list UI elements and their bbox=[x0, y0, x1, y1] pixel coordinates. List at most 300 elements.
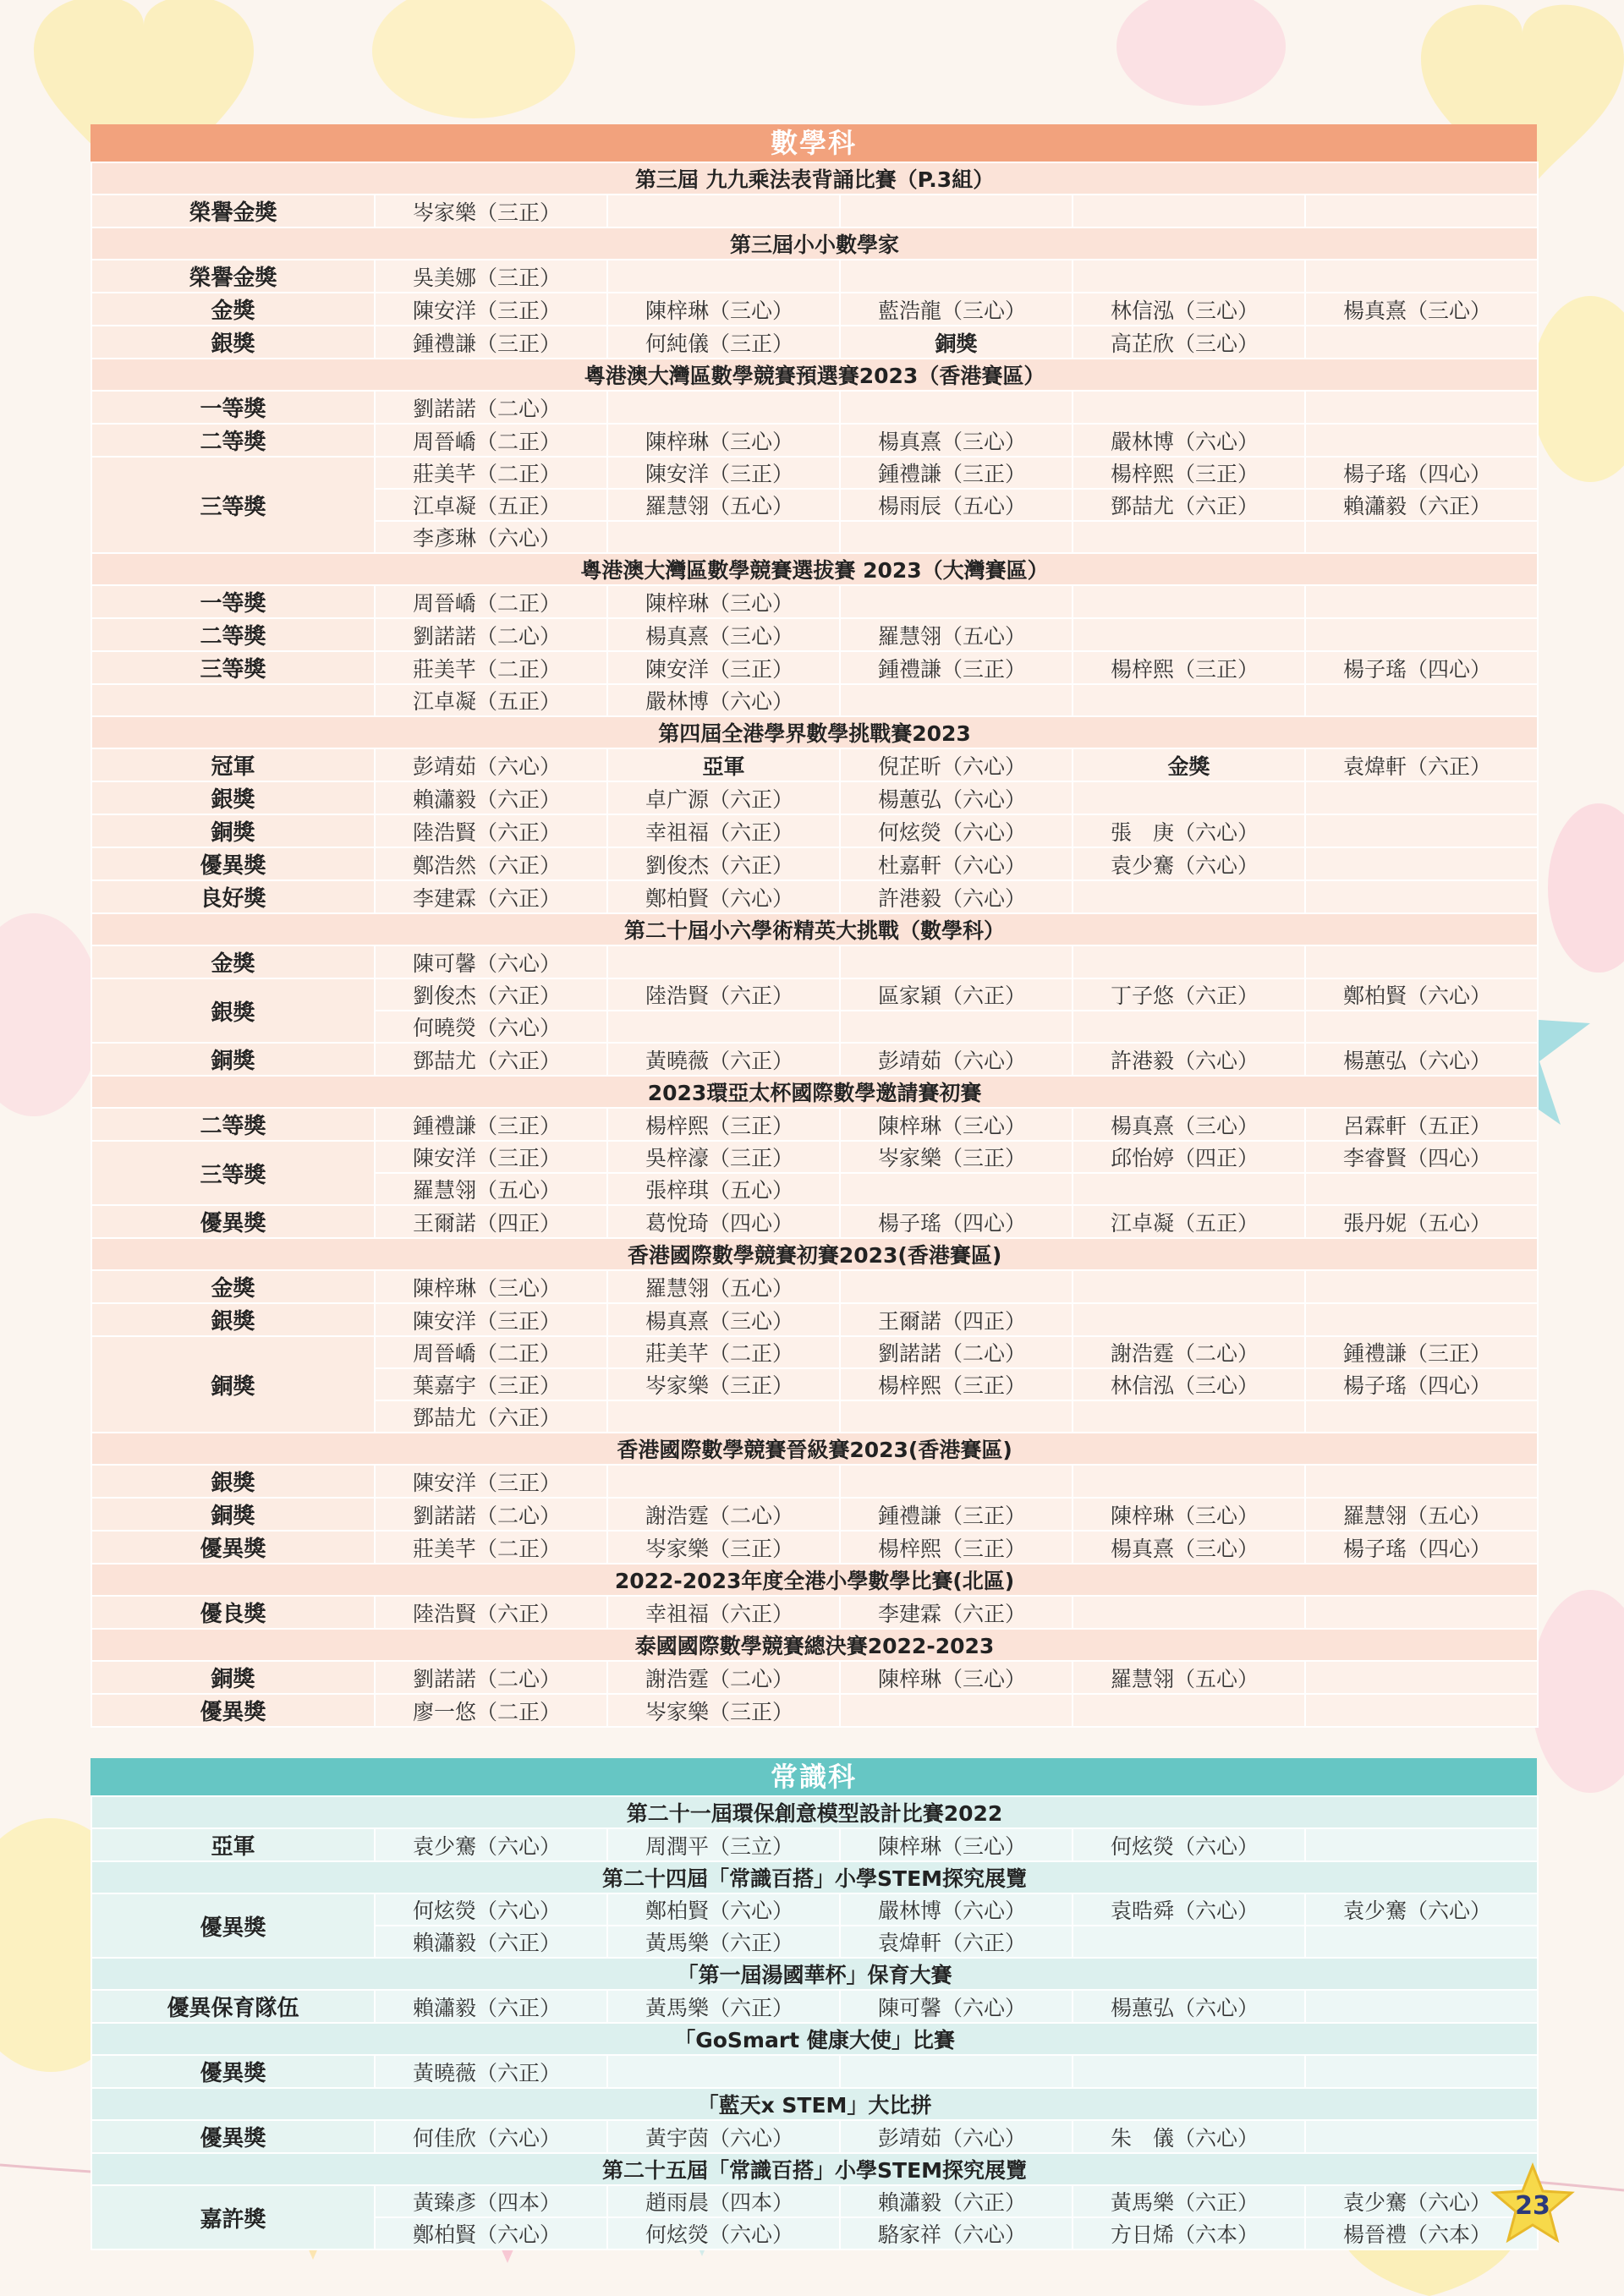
award-row bbox=[91, 2055, 1538, 2088]
student-name: 朱 儀（六心） bbox=[1073, 2120, 1305, 2153]
student-name: 李睿賢（四心） bbox=[1305, 1141, 1538, 1173]
award-level: 一等獎 bbox=[91, 391, 375, 424]
student-name: 呂霖軒（五正） bbox=[1305, 1108, 1538, 1141]
student-name: 楊梓熙（三正） bbox=[607, 1108, 840, 1141]
student-name: 陳梓琳（三心） bbox=[840, 1108, 1073, 1141]
student-name: 李彥琳（六心） bbox=[375, 521, 607, 553]
student-name: 莊美芊（二正） bbox=[375, 457, 607, 489]
student-name bbox=[607, 195, 840, 227]
award-level: 金獎 bbox=[91, 293, 375, 326]
student-name bbox=[607, 521, 840, 553]
award-level: 良好獎 bbox=[91, 880, 375, 913]
student-name bbox=[607, 1011, 840, 1043]
student-name: 袁少騫（六心） bbox=[375, 1828, 607, 1861]
student-name bbox=[1073, 2055, 1305, 2088]
student-name bbox=[1305, 521, 1538, 553]
award-row bbox=[91, 2185, 1538, 2217]
award-level: 二等獎 bbox=[91, 618, 375, 651]
student-name bbox=[1305, 1270, 1538, 1303]
student-name: 楊晉禮（六本） bbox=[1305, 2217, 1538, 2249]
award-level: 優異獎 bbox=[91, 2055, 375, 2088]
student-name bbox=[840, 945, 1073, 978]
student-name: 楊真熹（三心） bbox=[607, 1303, 840, 1336]
competition-title: 「藍天x STEM」大比拼 bbox=[91, 2088, 1538, 2120]
student-name: 黃馬樂（六正） bbox=[607, 1926, 840, 1958]
student-name: 彭靖茹（六心） bbox=[840, 1043, 1073, 1076]
student-name: 鄧喆尤（六正） bbox=[1073, 489, 1305, 521]
competition-title: 香港國際數學競賽初賽2023(香港賽區) bbox=[91, 1238, 1538, 1270]
competition-title-row bbox=[91, 2088, 1538, 2120]
balloon-icon bbox=[1531, 1590, 1624, 1793]
competition-title-row bbox=[91, 1861, 1538, 1893]
award-level: 榮譽金獎 bbox=[91, 260, 375, 293]
award-level: 三等獎 bbox=[91, 457, 375, 553]
student-name: 羅慧翎（五心） bbox=[840, 618, 1073, 651]
student-name: 陳可馨（六心） bbox=[375, 945, 607, 978]
student-name bbox=[1305, 424, 1538, 457]
student-name: 黃馬樂（六正） bbox=[607, 1990, 840, 2023]
balloon-icon bbox=[372, 0, 575, 118]
award-row bbox=[91, 1303, 1538, 1336]
balloon-icon bbox=[1531, 296, 1624, 482]
student-name: 劉諾諾（二心） bbox=[375, 618, 607, 651]
student-name: 嚴林博（六心） bbox=[607, 684, 840, 716]
balloon-icon bbox=[1548, 803, 1624, 973]
student-name bbox=[607, 260, 840, 293]
student-name bbox=[840, 684, 1073, 716]
student-name: 楊子瑤（四心） bbox=[1305, 457, 1538, 489]
student-name bbox=[1073, 1694, 1305, 1727]
student-name: 駱家祥（六心） bbox=[840, 2217, 1073, 2249]
award-level: 金獎 bbox=[91, 945, 375, 978]
student-name bbox=[1305, 1465, 1538, 1498]
award-level: 銀獎 bbox=[91, 781, 375, 814]
student-name bbox=[1073, 1303, 1305, 1336]
student-name: 江卓凝（五正） bbox=[375, 489, 607, 521]
page-number: 23 bbox=[1515, 2191, 1550, 2221]
student-name: 鍾禮謙（三正） bbox=[840, 457, 1073, 489]
student-name: 趙雨晨（四本） bbox=[607, 2185, 840, 2217]
student-name bbox=[607, 391, 840, 424]
student-name bbox=[1305, 847, 1538, 880]
competition-title: 粵港澳大灣區數學競賽預選賽2023（香港賽區） bbox=[91, 359, 1538, 391]
student-name: 賴瀟毅（六正） bbox=[375, 1990, 607, 2023]
award-level: 優異獎 bbox=[91, 1531, 375, 1564]
student-name: 楊梓熙（三正） bbox=[1073, 457, 1305, 489]
student-name: 許港毅（六心） bbox=[1073, 1043, 1305, 1076]
competition-title: 第三屆 九九乘法表背誦比賽（P.3組） bbox=[91, 162, 1538, 195]
student-name bbox=[1305, 1303, 1538, 1336]
student-name: 張丹妮（五心） bbox=[1305, 1205, 1538, 1238]
student-name: 楊雨辰（五心） bbox=[840, 489, 1073, 521]
award-row bbox=[91, 585, 1538, 618]
student-name: 王爾諾（四正） bbox=[375, 1205, 607, 1238]
student-name: 劉諾諾（二心） bbox=[840, 1336, 1073, 1368]
student-name bbox=[1305, 260, 1538, 293]
student-name: 賴瀟毅（六正） bbox=[375, 1926, 607, 1958]
student-name: 陸浩賢（六正） bbox=[607, 978, 840, 1011]
student-name: 陳安洋（三正） bbox=[375, 1303, 607, 1336]
student-name bbox=[1305, 2055, 1538, 2088]
student-name: 藍浩龍（三心） bbox=[840, 293, 1073, 326]
student-name: 鍾禮謙（三正） bbox=[375, 326, 607, 359]
student-name: 區家穎（六正） bbox=[840, 978, 1073, 1011]
award-row bbox=[91, 880, 1538, 913]
student-name: 陳安洋（三正） bbox=[375, 1141, 607, 1173]
student-name: 黃臻彥（四本） bbox=[375, 2185, 607, 2217]
student-name: 劉俊杰（六正） bbox=[375, 978, 607, 1011]
student-name bbox=[1073, 391, 1305, 424]
student-name: 鄭柏賢（六心） bbox=[1305, 978, 1538, 1011]
student-name bbox=[1073, 781, 1305, 814]
award-row bbox=[91, 1465, 1538, 1498]
award-row bbox=[91, 293, 1538, 326]
student-name: 鍾禮謙（三正） bbox=[840, 1498, 1073, 1531]
award-row bbox=[91, 651, 1538, 684]
student-name: 楊子瑤（四心） bbox=[840, 1205, 1073, 1238]
student-name: 張 庚（六心） bbox=[1073, 814, 1305, 847]
student-name: 廖一悠（二正） bbox=[375, 1694, 607, 1727]
student-name bbox=[1073, 684, 1305, 716]
competition-title-row bbox=[91, 162, 1538, 195]
student-name: 周晉嶠（二正） bbox=[375, 585, 607, 618]
competition-title-row bbox=[91, 716, 1538, 748]
award-level bbox=[91, 684, 375, 716]
student-name: 李建霖（六正） bbox=[840, 1596, 1073, 1629]
student-name: 岑家樂（三正） bbox=[607, 1368, 840, 1400]
award-level: 優異獎 bbox=[91, 847, 375, 880]
student-name: 陳梓琳（三心） bbox=[607, 585, 840, 618]
award-row bbox=[91, 684, 1538, 716]
award-level: 冠軍 bbox=[91, 748, 375, 781]
student-name bbox=[1073, 260, 1305, 293]
student-name bbox=[1073, 1400, 1305, 1433]
competition-title-row bbox=[91, 1958, 1538, 1990]
student-name bbox=[607, 2055, 840, 2088]
competition-title: 香港國際數學競賽晉級賽2023(香港賽區) bbox=[91, 1433, 1538, 1465]
student-name bbox=[1073, 521, 1305, 553]
student-name: 林信泓（三心） bbox=[1073, 1368, 1305, 1400]
student-name: 卓广源（六正） bbox=[607, 781, 840, 814]
student-name: 陳梓琳（三心） bbox=[840, 1661, 1073, 1694]
award-level: 三等獎 bbox=[91, 651, 375, 684]
student-name: 葛悅琦（四心） bbox=[607, 1205, 840, 1238]
student-name: 楊真熹（三心） bbox=[1073, 1531, 1305, 1564]
student-name: 彭靖茹（六心） bbox=[375, 748, 607, 781]
student-name bbox=[1305, 1694, 1538, 1727]
student-name bbox=[840, 1173, 1073, 1205]
student-name bbox=[607, 1400, 840, 1433]
student-name bbox=[1305, 2120, 1538, 2153]
competition-title-row bbox=[91, 227, 1538, 260]
student-name: 鄧喆尤（六正） bbox=[375, 1043, 607, 1076]
student-name bbox=[1305, 684, 1538, 716]
award-row bbox=[91, 1498, 1538, 1531]
award-row bbox=[91, 781, 1538, 814]
student-name: 莊美芊（二正） bbox=[375, 651, 607, 684]
competition-title-row bbox=[91, 2023, 1538, 2055]
student-name: 楊子瑤（四心） bbox=[1305, 1531, 1538, 1564]
award-row bbox=[91, 1043, 1538, 1076]
competition-title: 第二十一屆環保創意模型設計比賽2022 bbox=[91, 1796, 1538, 1828]
student-name: 袁煒軒（六正） bbox=[1305, 748, 1538, 781]
award-row bbox=[91, 618, 1538, 651]
student-name: 楊真熹（三心） bbox=[1305, 293, 1538, 326]
student-name: 楊真熹（三心） bbox=[607, 618, 840, 651]
student-name: 陳梓琳（三心） bbox=[1073, 1498, 1305, 1531]
award-level: 榮譽金獎 bbox=[91, 195, 375, 227]
award-level: 三等獎 bbox=[91, 1141, 375, 1205]
award-level: 銅獎 bbox=[91, 1498, 375, 1531]
student-name: 袁少騫（六心） bbox=[1305, 2185, 1538, 2217]
balloon-icon bbox=[0, 913, 102, 1116]
student-name: 嚴林博（六心） bbox=[1073, 424, 1305, 457]
math-section-header: 數學科 bbox=[91, 124, 1537, 162]
award-row bbox=[91, 1661, 1538, 1694]
award-row bbox=[91, 1828, 1538, 1861]
student-name: 何炫熒（六心） bbox=[375, 1893, 607, 1926]
competition-title-row bbox=[91, 1433, 1538, 1465]
student-name: 黃馬樂（六正） bbox=[1073, 2185, 1305, 2217]
student-name bbox=[1073, 1465, 1305, 1498]
competition-title: 粵港澳大灣區數學競賽選拔賽 2023（大灣賽區） bbox=[91, 553, 1538, 585]
student-name bbox=[1305, 781, 1538, 814]
award-level: 銅獎 bbox=[91, 1661, 375, 1694]
student-name: 何炫熒（六心） bbox=[1073, 1828, 1305, 1861]
award-row bbox=[91, 1108, 1538, 1141]
student-name: 鍾禮謙（三正） bbox=[1305, 1336, 1538, 1368]
student-name bbox=[840, 2055, 1073, 2088]
award-row bbox=[91, 1893, 1538, 1926]
award-level: 銀獎 bbox=[91, 326, 375, 359]
student-name bbox=[1073, 618, 1305, 651]
student-name bbox=[840, 1011, 1073, 1043]
page-number-badge bbox=[1490, 2162, 1575, 2244]
student-name bbox=[1073, 1596, 1305, 1629]
student-name: 莊美芊（二正） bbox=[607, 1336, 840, 1368]
balloon-icon bbox=[1116, 0, 1286, 106]
student-name: 李建霖（六正） bbox=[375, 880, 607, 913]
competition-title-row bbox=[91, 553, 1538, 585]
student-name: 楊梓熙（三正） bbox=[1073, 651, 1305, 684]
competition-title-row bbox=[91, 913, 1538, 945]
award-level: 優異保育隊伍 bbox=[91, 1990, 375, 2023]
student-name: 謝浩霆（二心） bbox=[607, 1498, 840, 1531]
student-name bbox=[1073, 945, 1305, 978]
student-name: 陳梓琳（三心） bbox=[607, 424, 840, 457]
student-name: 陳安洋（三正） bbox=[375, 1465, 607, 1498]
award-level: 亞軍 bbox=[91, 1828, 375, 1861]
student-name bbox=[1305, 814, 1538, 847]
award-level: 優異獎 bbox=[91, 1694, 375, 1727]
competition-title-row bbox=[91, 1076, 1538, 1108]
student-name: 周晉嶠（二正） bbox=[375, 1336, 607, 1368]
student-name bbox=[1305, 195, 1538, 227]
award-level: 金獎 bbox=[91, 1270, 375, 1303]
award-row bbox=[91, 978, 1538, 1011]
award-row bbox=[91, 1990, 1538, 2023]
award-row bbox=[91, 260, 1538, 293]
competition-title: 第二十屆小六學術精英大挑戰（數學科） bbox=[91, 913, 1538, 945]
student-name: 莊美芊（二正） bbox=[375, 1531, 607, 1564]
award-level: 銀獎 bbox=[91, 978, 375, 1043]
student-name bbox=[840, 260, 1073, 293]
student-name: 何純儀（三正） bbox=[607, 326, 840, 359]
student-name: 何炫熒（六心） bbox=[607, 2217, 840, 2249]
student-name: 劉諾諾（二心） bbox=[375, 1498, 607, 1531]
student-name: 楊真熹（三心） bbox=[840, 424, 1073, 457]
award-row bbox=[91, 2120, 1538, 2153]
student-name: 袁少騫（六心） bbox=[1305, 1893, 1538, 1926]
student-name bbox=[1073, 585, 1305, 618]
award-level: 二等獎 bbox=[91, 424, 375, 457]
competition-title: 「第一屆湯國華杯」保育大賽 bbox=[91, 1958, 1538, 1990]
student-name: 謝浩霆（二心） bbox=[607, 1661, 840, 1694]
award-level: 銀獎 bbox=[91, 1465, 375, 1498]
student-name: 方日烯（六本） bbox=[1073, 2217, 1305, 2249]
student-name bbox=[1073, 1173, 1305, 1205]
student-name: 岑家樂（三正） bbox=[375, 195, 607, 227]
award-row bbox=[91, 945, 1538, 978]
student-name: 陳梓琳（三心） bbox=[375, 1270, 607, 1303]
student-name: 陳可馨（六心） bbox=[840, 1990, 1073, 2023]
inline-award-label: 金獎 bbox=[1073, 748, 1305, 781]
student-name: 吳美娜（三正） bbox=[375, 260, 607, 293]
student-name bbox=[607, 1465, 840, 1498]
student-name: 許港毅（六心） bbox=[840, 880, 1073, 913]
student-name: 邱怡婷（四正） bbox=[1073, 1141, 1305, 1173]
award-row bbox=[91, 814, 1538, 847]
award-row bbox=[91, 1205, 1538, 1238]
student-name bbox=[1305, 1828, 1538, 1861]
student-name: 鄧喆尤（六正） bbox=[375, 1400, 607, 1433]
student-name: 黃曉薇（六正） bbox=[607, 1043, 840, 1076]
student-name: 杜嘉軒（六心） bbox=[840, 847, 1073, 880]
award-level: 銀獎 bbox=[91, 1303, 375, 1336]
award-row bbox=[91, 748, 1538, 781]
competition-title-row bbox=[91, 2153, 1538, 2185]
award-row bbox=[91, 424, 1538, 457]
inline-award-label: 亞軍 bbox=[607, 748, 840, 781]
student-name bbox=[840, 1465, 1073, 1498]
student-name bbox=[1305, 1400, 1538, 1433]
student-name bbox=[1305, 326, 1538, 359]
competition-title: 第三屆小小數學家 bbox=[91, 227, 1538, 260]
student-name bbox=[840, 585, 1073, 618]
student-name bbox=[1305, 618, 1538, 651]
student-name bbox=[1073, 1926, 1305, 1958]
award-row bbox=[91, 1141, 1538, 1173]
math-awards-table bbox=[91, 162, 1539, 1728]
competition-title: 第二十四屆「常識百搭」小學STEM探究展覽 bbox=[91, 1861, 1538, 1893]
award-level: 嘉許獎 bbox=[91, 2185, 375, 2249]
student-name: 陳安洋（三正） bbox=[375, 293, 607, 326]
competition-title-row bbox=[91, 1564, 1538, 1596]
student-name bbox=[1305, 880, 1538, 913]
student-name: 劉諾諾（二心） bbox=[375, 391, 607, 424]
student-name: 岑家樂（三正） bbox=[607, 1694, 840, 1727]
student-name: 幸祖福（六正） bbox=[607, 814, 840, 847]
competition-title: 泰國國際數學競賽總決賽2022-2023 bbox=[91, 1629, 1538, 1661]
competition-title-row bbox=[91, 359, 1538, 391]
student-name: 幸祖福（六正） bbox=[607, 1596, 840, 1629]
award-row bbox=[91, 1270, 1538, 1303]
student-name: 鄭柏賢（六心） bbox=[607, 880, 840, 913]
award-level: 銅獎 bbox=[91, 814, 375, 847]
student-name bbox=[607, 945, 840, 978]
student-name bbox=[1073, 195, 1305, 227]
award-row bbox=[91, 1336, 1538, 1368]
student-name: 高芷欣（三心） bbox=[1073, 326, 1305, 359]
award-row bbox=[91, 326, 1538, 359]
student-name: 賴瀟毅（六正） bbox=[840, 2185, 1073, 2217]
student-name: 楊蕙弘（六心） bbox=[1073, 1990, 1305, 2023]
student-name: 賴瀟毅（六正） bbox=[1305, 489, 1538, 521]
awards-content bbox=[91, 124, 1537, 2250]
competition-title-row bbox=[91, 1238, 1538, 1270]
general-studies-section-header: 常識科 bbox=[91, 1758, 1537, 1795]
student-name bbox=[1305, 945, 1538, 978]
student-name bbox=[1073, 1270, 1305, 1303]
student-name: 黃宇茵（六心） bbox=[607, 2120, 840, 2153]
student-name bbox=[840, 391, 1073, 424]
student-name: 倪芷昕（六心） bbox=[840, 748, 1073, 781]
award-row bbox=[91, 847, 1538, 880]
award-level: 優良獎 bbox=[91, 1596, 375, 1629]
award-row bbox=[91, 1531, 1538, 1564]
student-name: 鄭柏賢（六心） bbox=[607, 1893, 840, 1926]
competition-title-row bbox=[91, 1629, 1538, 1661]
student-name: 葉嘉宇（三正） bbox=[375, 1368, 607, 1400]
general-studies-awards-table bbox=[91, 1795, 1539, 2250]
student-name: 袁晧舜（六心） bbox=[1073, 1893, 1305, 1926]
award-row bbox=[91, 1596, 1538, 1629]
inline-award-label: 銅獎 bbox=[840, 326, 1073, 359]
student-name: 陸浩賢（六正） bbox=[375, 1596, 607, 1629]
award-row bbox=[91, 457, 1538, 489]
student-name: 楊梓熙（三正） bbox=[840, 1531, 1073, 1564]
student-name bbox=[1305, 1173, 1538, 1205]
student-name bbox=[840, 1270, 1073, 1303]
student-name: 彭靖茹（六心） bbox=[840, 2120, 1073, 2153]
student-name: 何佳欣（六心） bbox=[375, 2120, 607, 2153]
student-name: 嚴林博（六心） bbox=[840, 1893, 1073, 1926]
award-level: 優異獎 bbox=[91, 2120, 375, 2153]
award-row bbox=[91, 195, 1538, 227]
award-row bbox=[91, 391, 1538, 424]
student-name bbox=[1305, 1011, 1538, 1043]
student-name: 黃曉薇（六正） bbox=[375, 2055, 607, 2088]
student-name: 楊子瑤（四心） bbox=[1305, 1368, 1538, 1400]
student-name: 楊蕙弘（六心） bbox=[840, 781, 1073, 814]
student-name bbox=[1305, 1661, 1538, 1694]
competition-title: 第四屆全港學界數學挑戰賽2023 bbox=[91, 716, 1538, 748]
competition-title: 第二十五屆「常識百搭」小學STEM探究展覽 bbox=[91, 2153, 1538, 2185]
student-name: 陸浩賢（六正） bbox=[375, 814, 607, 847]
student-name bbox=[1305, 1596, 1538, 1629]
award-level: 優異獎 bbox=[91, 1893, 375, 1958]
competition-title: 2023環亞太杯國際數學邀請賽初賽 bbox=[91, 1076, 1538, 1108]
competition-title: 2022-2023年度全港小學數學比賽(北區) bbox=[91, 1564, 1538, 1596]
student-name: 鍾禮謙（三正） bbox=[375, 1108, 607, 1141]
award-level: 銅獎 bbox=[91, 1336, 375, 1433]
student-name bbox=[1073, 880, 1305, 913]
competition-title-row bbox=[91, 1796, 1538, 1828]
award-level: 銅獎 bbox=[91, 1043, 375, 1076]
student-name: 何曉熒（六心） bbox=[375, 1011, 607, 1043]
student-name bbox=[1073, 1011, 1305, 1043]
student-name: 陳安洋（三正） bbox=[607, 457, 840, 489]
